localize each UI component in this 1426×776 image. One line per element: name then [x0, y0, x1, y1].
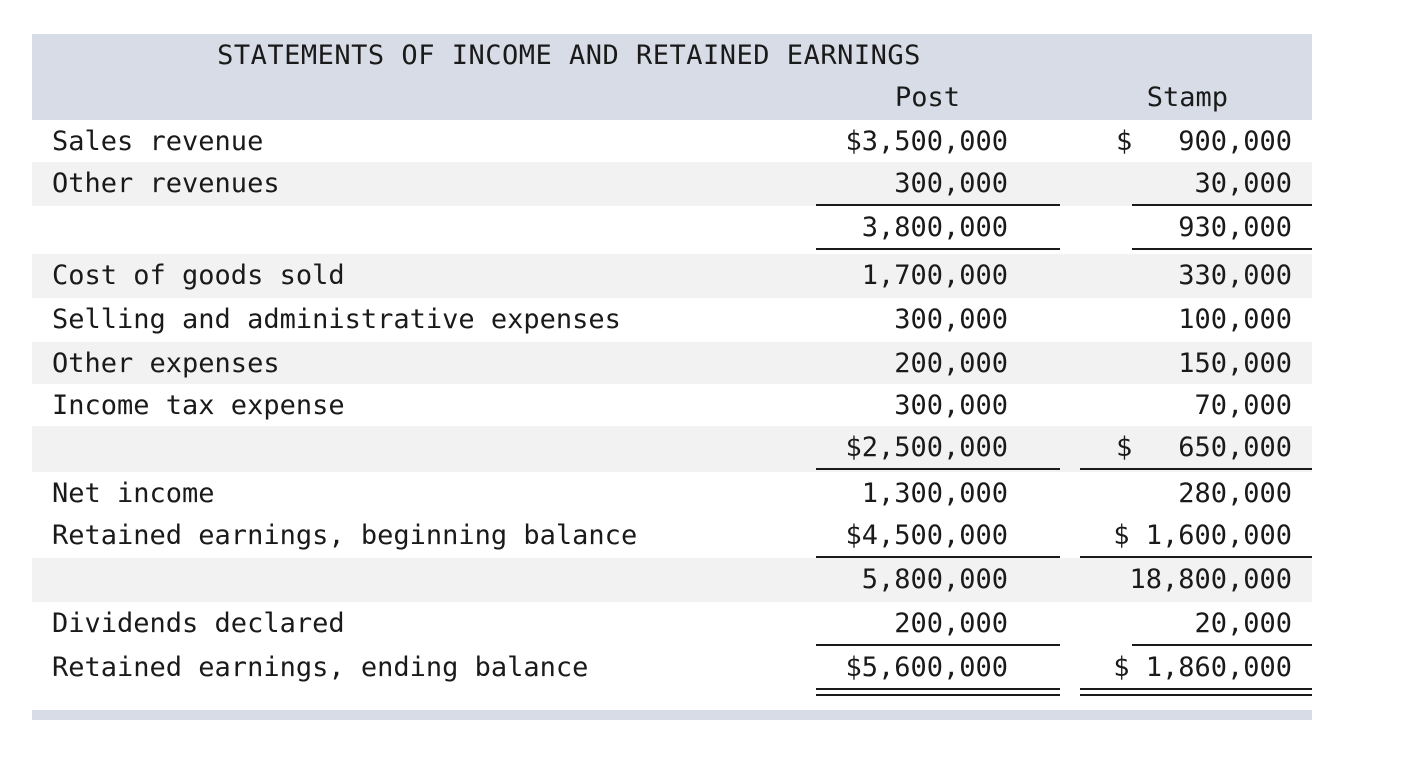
table-header — [32, 34, 1312, 120]
stamp-value: 70,000 — [1194, 390, 1292, 421]
stamp-value: 18,800,000 — [1129, 564, 1292, 595]
table-row — [32, 206, 1312, 254]
stamp-value: 650,000 — [1178, 432, 1292, 463]
post-cell — [816, 564, 1028, 602]
stamp-cell — [1080, 304, 1312, 342]
row-label: Net income — [52, 478, 215, 509]
stamp-cell — [1080, 520, 1312, 558]
table-row — [32, 602, 1312, 646]
row-label: Selling and administrative expenses — [52, 304, 621, 335]
table-footer-bar — [32, 710, 1312, 720]
stamp-value: 280,000 — [1178, 478, 1292, 509]
post-value: 5,800,000 — [861, 564, 1008, 595]
stamp-value: 30,000 — [1194, 168, 1292, 199]
post-value: 3,800,000 — [861, 212, 1008, 243]
post-cell — [816, 608, 1028, 646]
stamp-value: 150,000 — [1178, 348, 1292, 379]
table-row — [32, 472, 1312, 514]
table-row — [32, 384, 1312, 426]
table-row — [32, 646, 1312, 690]
post-cell — [816, 652, 1028, 690]
column-header-stamp: Stamp — [1146, 82, 1228, 113]
stamp-cell — [1080, 348, 1312, 386]
row-label: Retained earnings, ending balance — [52, 652, 589, 683]
table-row — [32, 514, 1312, 558]
post-value: $4,500,000 — [845, 520, 1008, 551]
post-value: 300,000 — [894, 304, 1008, 335]
post-cell — [816, 478, 1028, 516]
stamp-cell — [1080, 126, 1312, 164]
stamp-cell — [1080, 212, 1312, 250]
stamp-value: 900,000 — [1178, 126, 1292, 157]
stamp-cell — [1080, 390, 1312, 428]
stamp-value: $ 1,860,000 — [1113, 652, 1292, 683]
table-row — [32, 162, 1312, 206]
row-label: Income tax expense — [52, 390, 345, 421]
table-row — [32, 254, 1312, 298]
post-cell — [816, 520, 1028, 558]
row-label: Dividends declared — [52, 608, 345, 639]
stamp-cell — [1080, 168, 1312, 206]
post-value: 300,000 — [894, 168, 1008, 199]
dollar-sign: $ — [1116, 126, 1133, 157]
stamp-value: 330,000 — [1178, 260, 1292, 291]
stamp-value: $ 1,600,000 — [1113, 520, 1292, 551]
stamp-cell — [1080, 608, 1312, 646]
row-label: Other revenues — [52, 168, 280, 199]
post-value: 300,000 — [894, 390, 1008, 421]
table-row — [32, 120, 1312, 162]
row-label: Other expenses — [52, 348, 280, 379]
double-underline — [1080, 688, 1312, 696]
post-cell — [816, 212, 1028, 250]
post-value: $2,500,000 — [845, 432, 1008, 463]
stamp-cell — [1080, 564, 1312, 602]
statement-title: STATEMENTS OF INCOME AND RETAINED EARNINGS — [217, 40, 921, 71]
underline — [816, 468, 1060, 470]
stamp-cell — [1080, 260, 1312, 298]
column-header-post: Post — [894, 82, 960, 113]
post-value: $3,500,000 — [845, 126, 1008, 157]
row-label: Cost of goods sold — [52, 260, 345, 291]
row-label: Retained earnings, beginning balance — [52, 520, 638, 551]
post-value: 1,700,000 — [861, 260, 1008, 291]
post-value: 200,000 — [894, 608, 1008, 639]
stamp-cell — [1080, 478, 1312, 516]
table-row — [32, 426, 1312, 472]
stamp-value: 100,000 — [1178, 304, 1292, 335]
underline — [1080, 468, 1312, 470]
post-value: 200,000 — [894, 348, 1008, 379]
post-cell — [816, 390, 1028, 428]
post-value: 1,300,000 — [861, 478, 1008, 509]
table-row — [32, 342, 1312, 384]
post-cell — [816, 348, 1028, 386]
post-cell — [816, 126, 1028, 164]
stamp-value: 20,000 — [1194, 608, 1292, 639]
income-statement-table — [32, 34, 1312, 690]
stamp-cell — [1080, 652, 1312, 690]
post-cell — [816, 432, 1028, 470]
stamp-value: 930,000 — [1178, 212, 1292, 243]
post-value: $5,600,000 — [845, 652, 1008, 683]
post-cell — [816, 260, 1028, 298]
dollar-sign: $ — [1116, 432, 1133, 463]
double-underline — [816, 688, 1060, 696]
table-row — [32, 558, 1312, 602]
table-row — [32, 298, 1312, 342]
stamp-cell — [1080, 432, 1312, 470]
row-label: Sales revenue — [52, 126, 264, 157]
post-cell — [816, 304, 1028, 342]
post-cell — [816, 168, 1028, 206]
